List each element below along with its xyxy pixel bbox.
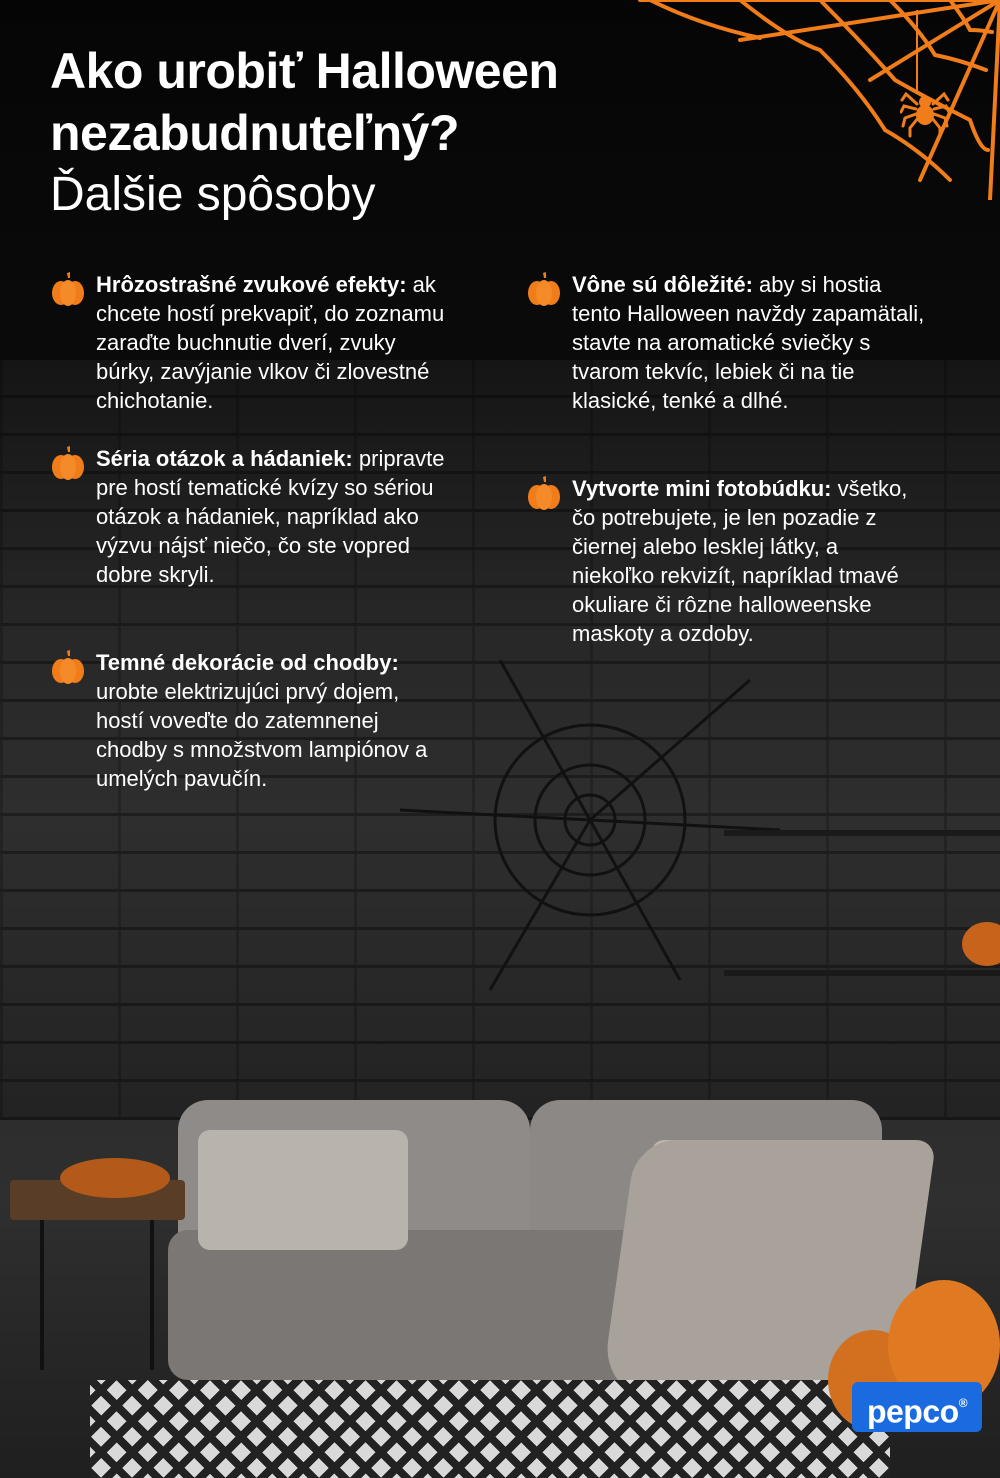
- tip-text: urobte elektrizujúci prvý dojem, hostí voveďte do zatemnenej chodby s množstvom lampiónov a umelých pavučín.: [96, 679, 428, 791]
- pumpkin-icon: [526, 476, 562, 512]
- wall-shelf: [724, 830, 1000, 836]
- rug: [90, 1380, 890, 1478]
- tip-text: aby si hostia tento Halloween navždy zapamätali, stavte na aromatické sviečky s tvarom tekvíc, lebiek či na tie klasické, tenké a dlhé.: [572, 272, 925, 413]
- wall-shelf: [724, 970, 1000, 976]
- tip-text: ak chcete hostí prekvapiť, do zoznamu zaraďte buchnutie dverí, zvuky búrky, zavýjanie vlkov či zlovestné chichotanie.: [96, 272, 445, 413]
- pumpkin-icon: [50, 272, 86, 308]
- title-block: [50, 40, 690, 226]
- pumpkin-icon: [50, 650, 86, 686]
- spider-icon: [900, 82, 950, 138]
- tip-heading: Temné dekorácie od chodby:: [96, 650, 399, 675]
- page-subtitle: Ďalšie spôsoby: [50, 168, 376, 221]
- sofa: [178, 1060, 878, 1380]
- pumpkin-icon: [526, 272, 562, 308]
- page-title: Ako urobiť Halloween nezabudnuteľný?: [50, 43, 559, 161]
- pepco-logo: [852, 1382, 982, 1432]
- logo-text: pepco: [866, 1393, 959, 1430]
- tip-heading: Séria otázok a hádaniek:: [96, 446, 353, 471]
- tip-item: [526, 270, 926, 415]
- tip-item: [50, 270, 450, 415]
- logo-mark: ®: [958, 1396, 968, 1410]
- living-room-scene: [0, 1040, 1000, 1478]
- tip-text: všetko, čo potrebujete, je len pozadie z čiernej alebo lesklej látky, a niekoľko rekvizít, napríklad tmavé okuliare či rôzne halloweenske maskoty a ozdoby.: [572, 476, 908, 646]
- tip-heading: Vône sú dôležité:: [572, 272, 753, 297]
- tip-item: [50, 444, 450, 589]
- side-table-pumpkin: [60, 1158, 170, 1198]
- tip-item: [526, 474, 926, 648]
- tip-heading: Vytvorte mini fotobúdku:: [572, 476, 832, 501]
- sofa-cushion: [198, 1130, 408, 1250]
- pumpkin-icon: [50, 446, 86, 482]
- tip-heading: Hrôzostrašné zvukové efekty:: [96, 272, 407, 297]
- tip-text: pripravte pre hostí tematické kvízy so sériou otázok a hádaniek, napríklad ako výzvu nájsť niečo, čo ste vopred dobre skryli.: [96, 446, 445, 587]
